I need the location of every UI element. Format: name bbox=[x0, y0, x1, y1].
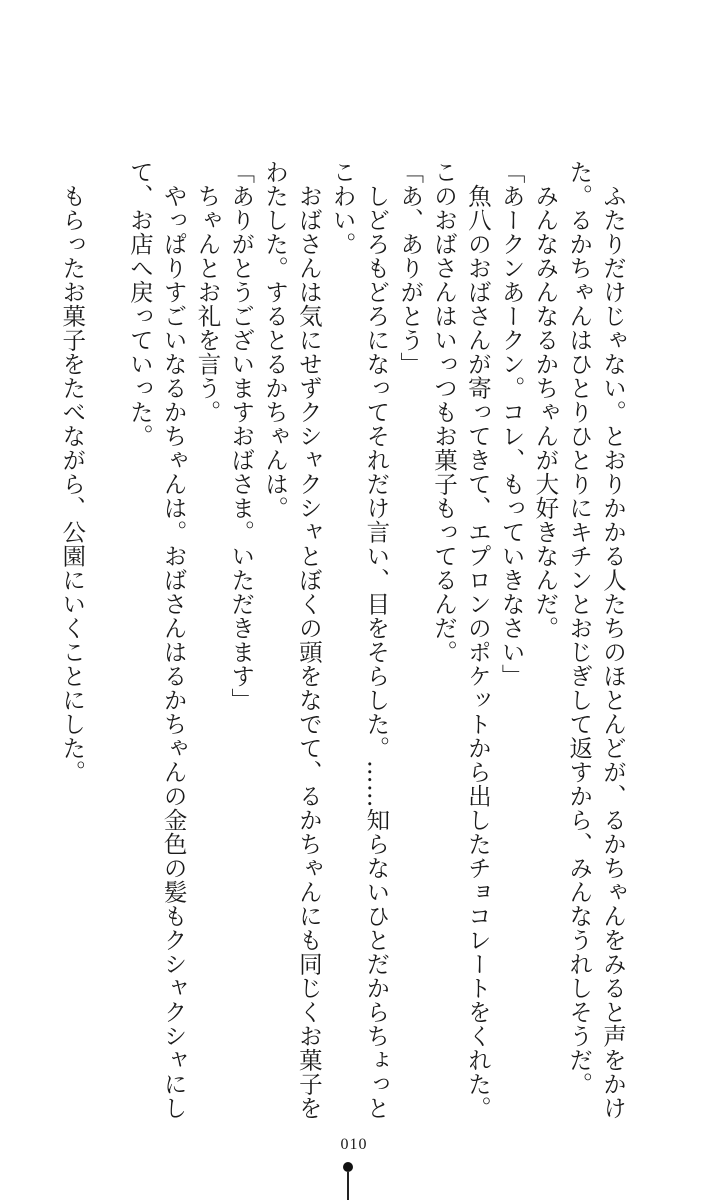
text-line-3: みんなみんなるかちゃんが大好きなんだ。 bbox=[531, 160, 560, 640]
text-line-14: やっぱりすごいなるかちゃんは。おばさんはるかちゃんの金色の髪もクシャクシャにし bbox=[159, 160, 188, 1120]
text-line-11: わたした。するとるかちゃんは。 bbox=[261, 160, 290, 520]
text-line-12: 「ありがとうございますおばさま。いただきます」 bbox=[227, 160, 256, 712]
blank-line bbox=[88, 160, 122, 1030]
page-marker-line bbox=[347, 1172, 349, 1200]
text-line-7: 「あ、ありがとう」 bbox=[396, 160, 425, 376]
text-line-5: 魚八のおばさんが寄ってきて、エプロンのポケットから出したチョコレートをくれた。 bbox=[463, 160, 492, 1120]
text-line-1: ふたりだけじゃない。とおりかかる人たちのほとんどが、るかちゃんをみると声をかけ bbox=[599, 160, 627, 1120]
page-marker-dot bbox=[343, 1162, 353, 1172]
text-line-13: ちゃんとお礼を言う。 bbox=[193, 160, 222, 424]
text-line-10: おばさんは気にせずクシャクシャとぼくの頭をなでて、るかちゃんにも同じくお菓子を bbox=[294, 160, 323, 1120]
text-line-6: このおばさんはいっつもお菓子もってるんだ。 bbox=[430, 160, 459, 664]
text-line-2: た。るかちゃんはひとりひとりにキチンとおじぎして返すから、みんなうれしそうだ。 bbox=[565, 160, 594, 1096]
text-line-17: もらったお菓子をたべながら、公園にいくことにした。 bbox=[58, 160, 87, 784]
page-number: 010 bbox=[340, 1136, 368, 1153]
text-line-9: こわい。 bbox=[328, 160, 357, 256]
text-line-15: て、お店へ戻っていった。 bbox=[125, 160, 154, 448]
text-line-4: 「あークンあークン。コレ、もっていきなさい」 bbox=[497, 160, 526, 688]
vertical-body-text bbox=[58, 160, 629, 1120]
text-line-8: しどろもどろになってそれだけ言い、目をそらした。……知らないひとだからちょっと bbox=[362, 160, 391, 1120]
